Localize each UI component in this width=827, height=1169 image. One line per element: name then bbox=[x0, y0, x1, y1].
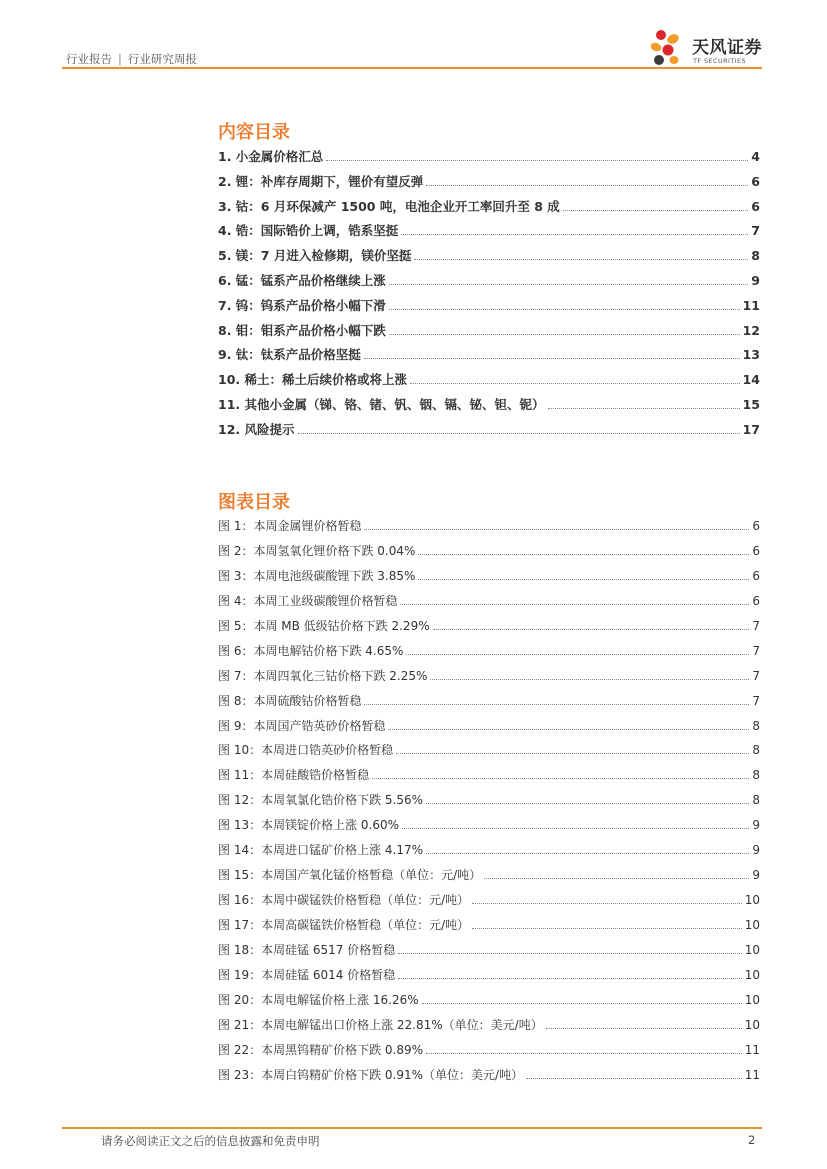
header-divider bbox=[62, 67, 762, 69]
figure-toc-entry-page: 7 bbox=[752, 693, 760, 708]
figure-toc-entry-page: 6 bbox=[752, 519, 760, 533]
flower-logo-icon bbox=[648, 26, 688, 70]
figure-toc-entry-page: 10 bbox=[744, 918, 760, 932]
content-toc-title: 内容目录 bbox=[218, 122, 290, 143]
dot-leader bbox=[426, 185, 748, 186]
dot-leader bbox=[389, 309, 740, 310]
content-toc-entry-label: 11. 其他小金属（锑、铬、锗、钒、铟、镉、铋、钽、铌） bbox=[218, 396, 545, 412]
dot-leader bbox=[426, 1053, 742, 1054]
figure-toc-entry-page: 8 bbox=[752, 793, 760, 808]
figure-toc-title: 图表目录 bbox=[218, 492, 290, 513]
dot-leader bbox=[472, 928, 742, 929]
dot-leader bbox=[418, 554, 749, 555]
content-toc-entry-label: 8. 钼：钼系产品价格小幅下跌 bbox=[218, 322, 386, 338]
content-toc-entry[interactable] bbox=[218, 296, 760, 321]
content-toc-entry-page: 8 bbox=[751, 248, 760, 264]
figure-toc-entry[interactable] bbox=[218, 841, 760, 866]
figure-toc-entry[interactable] bbox=[218, 567, 760, 592]
figure-toc-entry-label: 图 5：本周 MB 低级钴价格下跌 2.29% bbox=[218, 618, 430, 633]
figure-toc-entry-label: 图 13：本周镁锭价格上涨 0.60% bbox=[218, 818, 400, 833]
dot-leader bbox=[400, 604, 749, 605]
header-separator: | bbox=[118, 52, 122, 66]
figure-toc-entry[interactable] bbox=[218, 941, 760, 966]
figure-toc-entry[interactable] bbox=[218, 1066, 760, 1091]
content-toc-entry-page: 14 bbox=[742, 372, 760, 388]
content-toc-entry[interactable] bbox=[218, 345, 760, 370]
content-toc-entry-label: 7. 钨：钨系产品价格小幅下滑 bbox=[218, 297, 386, 313]
dot-leader bbox=[426, 803, 749, 804]
dot-leader bbox=[410, 383, 740, 384]
dot-leader bbox=[396, 753, 749, 754]
figure-toc-entry-label: 图 14：本周进口锰矿价格上涨 4.17% bbox=[218, 843, 424, 858]
figure-toc-entry-label: 图 6：本周电解钴价格下跌 4.65% bbox=[218, 643, 404, 658]
content-toc-entry-label: 10. 稀土：稀土后续价格或将上涨 bbox=[218, 372, 407, 388]
figure-toc-entry-label: 图 9：本周国产锆英砂价格暂稳 bbox=[218, 718, 386, 733]
content-toc-entry[interactable] bbox=[218, 420, 760, 445]
figure-toc-entry-page: 10 bbox=[744, 893, 760, 908]
figure-toc-entry-page: 8 bbox=[752, 768, 760, 783]
dot-leader bbox=[563, 210, 749, 211]
figure-toc-entry[interactable] bbox=[218, 592, 760, 617]
figure-toc-entry-page: 9 bbox=[752, 843, 760, 858]
dot-leader bbox=[398, 978, 741, 979]
figure-toc-entry-label: 图 7：本周四氧化三钴价格下跌 2.25% bbox=[218, 668, 428, 683]
figure-toc-entry[interactable] bbox=[218, 766, 760, 791]
content-toc-entry-label: 6. 锰：锰系产品价格继续上涨 bbox=[218, 272, 386, 288]
content-toc-entry[interactable] bbox=[218, 221, 760, 246]
figure-toc-entry[interactable] bbox=[218, 791, 760, 816]
report-type: 行业研究周报 bbox=[127, 52, 197, 66]
figure-toc-entry-label: 图 22：本周黑钨精矿价格下跌 0.89% bbox=[218, 1042, 424, 1057]
content-toc-entry-page: 11 bbox=[742, 297, 760, 313]
figure-toc-entry-label: 图 16：本周中碳锰铁价格暂稳（单位：元/吨） bbox=[218, 893, 470, 908]
figure-toc-entry-label: 图 23：本周白钨精矿价格下跌 0.91%（单位：美元/吨） bbox=[218, 1067, 524, 1082]
content-toc-entry[interactable] bbox=[218, 271, 760, 296]
dot-leader bbox=[389, 334, 740, 335]
figure-toc-entry[interactable] bbox=[218, 642, 760, 667]
dot-leader bbox=[326, 160, 748, 161]
figure-toc-entry-label: 图 17：本周高碳锰铁价格暂稳（单位：元/吨） bbox=[218, 918, 470, 932]
dot-leader bbox=[372, 778, 749, 779]
figure-toc-entry[interactable] bbox=[218, 517, 760, 542]
content-toc-list bbox=[218, 147, 760, 445]
figure-toc-entry[interactable] bbox=[218, 667, 760, 692]
content-toc-entry-page: 9 bbox=[751, 272, 760, 288]
content-toc-entry-label: 4. 锆：国际锆价上调，锆系坚挺 bbox=[218, 223, 399, 239]
figure-toc-entry-page: 7 bbox=[752, 618, 760, 633]
figure-toc-entry-page: 9 bbox=[752, 868, 760, 883]
content-toc-entry-page: 13 bbox=[742, 347, 760, 363]
figure-toc-entry[interactable] bbox=[218, 542, 760, 567]
footer-divider bbox=[62, 1127, 762, 1129]
dot-leader bbox=[414, 259, 748, 260]
report-category: 行业报告 bbox=[66, 52, 112, 66]
figure-toc-entry-label: 图 1：本周金属锂价格暂稳 bbox=[218, 519, 362, 533]
dot-leader bbox=[548, 408, 740, 409]
figure-toc-entry-label: 图 3：本周电池级碳酸锂下跌 3.85% bbox=[218, 568, 416, 583]
figure-toc-entry-label: 图 2：本周氢氧化锂价格下跌 0.04% bbox=[218, 543, 416, 558]
figure-toc-entry-label: 图 4：本周工业级碳酸锂价格暂稳 bbox=[218, 593, 398, 608]
figure-toc-entry-page: 11 bbox=[744, 1042, 760, 1057]
figure-toc-entry-label: 图 15：本周国产氧化锰价格暂稳（单位：元/吨） bbox=[218, 868, 482, 883]
figure-toc-entry[interactable] bbox=[218, 617, 760, 642]
content-toc-entry-page: 6 bbox=[751, 173, 760, 189]
figure-toc-entry[interactable] bbox=[218, 891, 760, 916]
figure-toc-entry-page: 10 bbox=[744, 967, 760, 982]
figure-toc-entry[interactable] bbox=[218, 966, 760, 991]
figure-toc-entry-label: 图 20：本周电解锰价格上涨 16.26% bbox=[218, 992, 419, 1007]
dot-leader bbox=[433, 629, 750, 630]
dot-leader bbox=[402, 828, 749, 829]
content-toc-entry-label: 2. 锂：补库存周期下，锂价有望反弹 bbox=[218, 173, 424, 189]
figure-toc-list bbox=[218, 517, 760, 1091]
figure-toc-entry-label: 图 18：本周硅锰 6517 价格暂稳 bbox=[218, 942, 396, 957]
content-toc-entry-page: 17 bbox=[742, 421, 760, 437]
dot-leader bbox=[389, 284, 748, 285]
dot-leader bbox=[388, 729, 749, 730]
report-header bbox=[66, 51, 197, 67]
logo-name: 天风证券 bbox=[692, 38, 762, 58]
figure-toc-entry-label: 图 10：本周进口锆英砂价格暂稳 bbox=[218, 743, 394, 758]
figure-toc-entry[interactable] bbox=[218, 1016, 760, 1041]
figure-toc-entry[interactable] bbox=[218, 991, 760, 1016]
figure-toc-entry[interactable] bbox=[218, 916, 760, 941]
content-toc-entry-label: 5. 镁：7 月进入检修期，镁价坚挺 bbox=[218, 248, 412, 264]
content-toc-entry-page: 4 bbox=[751, 149, 760, 164]
dot-leader bbox=[418, 579, 749, 580]
figure-toc-entry-page: 8 bbox=[752, 743, 760, 758]
content-toc-entry-page: 12 bbox=[742, 322, 760, 338]
content-toc-entry-label: 1. 小金属价格汇总 bbox=[218, 149, 324, 164]
dot-leader bbox=[422, 1003, 742, 1004]
figure-toc-entry-label: 图 11：本周硅酸锆价格暂稳 bbox=[218, 768, 370, 783]
content-toc-entry[interactable] bbox=[218, 147, 760, 172]
logo-subtitle: TF SECURITIES bbox=[693, 57, 747, 65]
figure-toc-entry-page: 11 bbox=[744, 1067, 760, 1082]
content-toc-entry[interactable] bbox=[218, 197, 760, 222]
figure-toc-entry-label: 图 8：本周硫酸钴价格暂稳 bbox=[218, 693, 362, 708]
dot-leader bbox=[364, 358, 740, 359]
figure-toc-entry[interactable] bbox=[218, 1041, 760, 1066]
dot-leader bbox=[364, 529, 749, 530]
content-toc-entry-page: 6 bbox=[751, 198, 760, 214]
dot-leader bbox=[364, 704, 749, 705]
dot-leader bbox=[526, 1078, 742, 1079]
figure-toc-entry-page: 6 bbox=[752, 593, 760, 608]
content-toc-entry-page: 7 bbox=[751, 223, 760, 239]
content-toc-entry[interactable] bbox=[218, 370, 760, 395]
dot-leader bbox=[426, 853, 749, 854]
dot-leader bbox=[484, 878, 749, 879]
dot-leader bbox=[472, 903, 742, 904]
dot-leader bbox=[401, 234, 748, 235]
figure-toc-entry[interactable] bbox=[218, 717, 760, 742]
figure-toc-entry-page: 6 bbox=[752, 543, 760, 558]
figure-toc-entry-page: 8 bbox=[752, 718, 760, 733]
page-number: 2 bbox=[748, 1133, 756, 1147]
figure-toc-entry-page: 9 bbox=[752, 818, 760, 833]
dot-leader bbox=[430, 679, 749, 680]
dot-leader bbox=[546, 1028, 742, 1029]
figure-toc-entry-page: 7 bbox=[752, 643, 760, 658]
content-toc-entry-label: 12. 风险提示 bbox=[218, 421, 295, 437]
company-logo bbox=[648, 26, 766, 70]
figure-toc-entry[interactable] bbox=[218, 741, 760, 766]
footer-disclaimer[interactable]: 请务必阅读正文之后的信息披露和免责申明 bbox=[101, 1134, 320, 1148]
content-toc-entry[interactable] bbox=[218, 246, 760, 271]
content-toc-entry-page: 15 bbox=[742, 396, 760, 412]
figure-toc-entry-label: 图 19：本周硅锰 6014 价格暂稳 bbox=[218, 967, 396, 982]
content-toc-entry[interactable] bbox=[218, 321, 760, 346]
dot-leader bbox=[298, 433, 740, 434]
figure-toc-entry[interactable] bbox=[218, 692, 760, 717]
figure-toc-entry[interactable] bbox=[218, 866, 760, 891]
content-toc-entry-label: 9. 钛：钛系产品价格坚挺 bbox=[218, 347, 361, 363]
figure-toc-entry-page: 10 bbox=[744, 1017, 760, 1032]
figure-toc-entry[interactable] bbox=[218, 816, 760, 841]
figure-toc-entry-page: 10 bbox=[744, 942, 760, 957]
figure-toc-entry-page: 6 bbox=[752, 568, 760, 583]
figure-toc-entry-page: 7 bbox=[752, 668, 760, 683]
figure-toc-entry-page: 10 bbox=[744, 992, 760, 1007]
figure-toc-entry-label: 图 12：本周氧氯化锆价格下跌 5.56% bbox=[218, 793, 424, 808]
dot-leader bbox=[398, 953, 741, 954]
content-toc-entry[interactable] bbox=[218, 395, 760, 420]
figure-toc-entry-label: 图 21：本周电解锰出口价格上涨 22.81%（单位：美元/吨） bbox=[218, 1017, 543, 1032]
content-toc-entry-label: 3. 钴：6 月环保减产 1500 吨，电池企业开工率回升至 8 成 bbox=[218, 198, 560, 214]
dot-leader bbox=[406, 654, 749, 655]
content-toc-entry[interactable] bbox=[218, 172, 760, 197]
